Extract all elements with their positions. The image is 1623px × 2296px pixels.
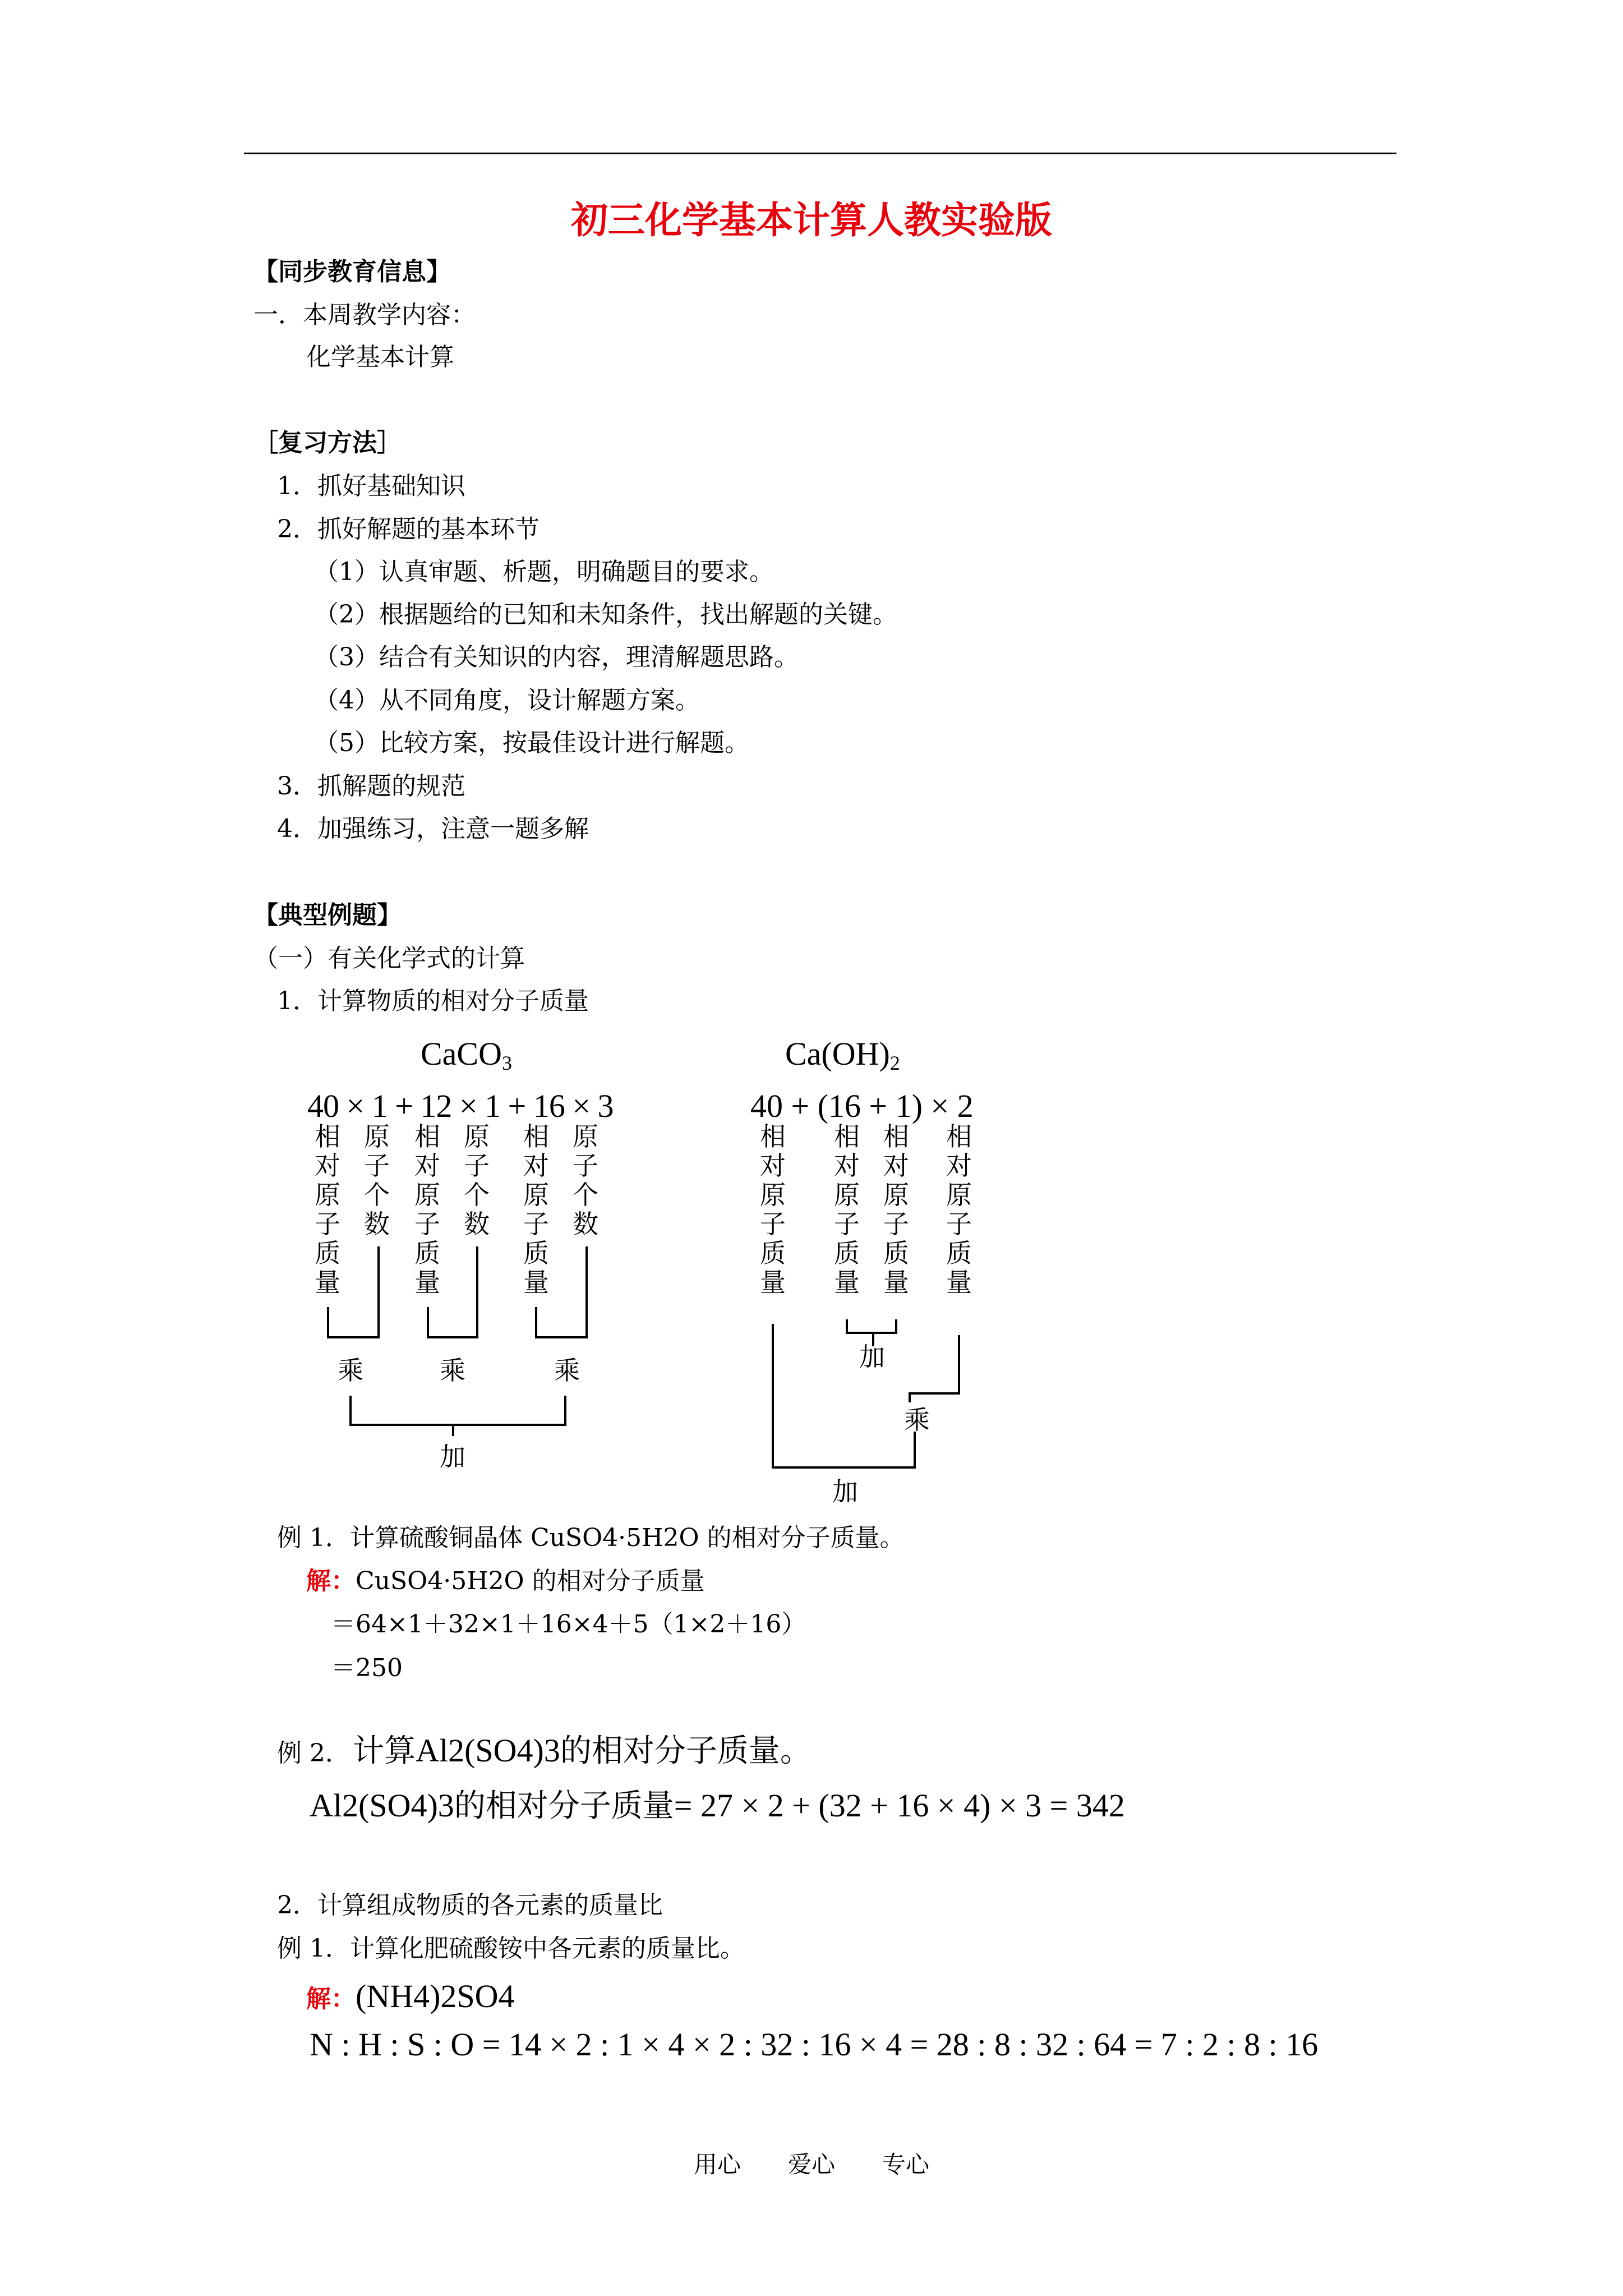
review-item: 2．抓好解题的基本环节 [277,515,540,544]
label-multiply: 乘 [440,1355,465,1386]
label-relative-atomic-mass: 相对原子质量 [834,1121,860,1297]
review-item: 3．抓解题的规范 [277,772,465,800]
section-info-heading: 【同步教育信息】 [253,257,451,286]
example-1-step: ＝64×1＋32×1＋16×4＋5（1×2＋16） [331,1610,806,1639]
review-heading: ［复习方法］ [253,429,402,457]
expr-caco3: 40 × 1 + 12 × 1 + 16 × 3 [307,1088,614,1124]
label-relative-atomic-mass: 相对原子质量 [760,1121,786,1297]
examples-subsection: （一）有关化学式的计算 [253,944,525,973]
label-atom-count: 原子个数 [364,1121,390,1239]
review-item: 4．加强练习，注意一题多解 [277,815,589,843]
review-item: （4）从不同角度，设计解题方案。 [314,686,700,715]
label-multiply: 乘 [338,1355,363,1386]
review-item: （3）结合有关知识的内容，理清解题思路。 [314,643,799,671]
label-relative-atomic-mass: 相对原子质量 [946,1121,972,1297]
example-3-ratio: N : H : S : O = 14 × 2 : 1 × 4 × 2 : 32 : 16 × 4 = 28 : 8 : 32 : 64 = 7 : 2 : 8 : 16 [310,2026,1318,2063]
example-1-question: 例 1．计算硫酸铜晶体 CuSO4·5H2O 的相对分子质量。 [277,1524,905,1552]
example-2-question: 例 2． 计算Al2(SO4)3的相对分子质量。 [277,1732,811,1769]
expr-caoh2: 40 + (16 + 1) × 2 [750,1088,974,1124]
example-3-question: 例 1．计算化肥硫酸铵中各元素的质量比。 [277,1934,745,1963]
examples-point-1: 1．计算物质的相对分子质量 [277,987,589,1015]
label-atom-count: 原子个数 [464,1121,490,1239]
example-3-solution: 解：(NH4)2SO4 [306,1978,515,2014]
week-content: 化学基本计算 [306,343,454,371]
label-add-outer: 加 [832,1476,858,1507]
label-add-inner: 加 [859,1342,885,1372]
review-item: （2）根据题给的已知和未知条件，找出解题的关键。 [314,600,897,629]
review-item: 1．抓好基础知识 [277,472,465,500]
label-multiply: 乘 [554,1355,580,1386]
label-relative-atomic-mass: 相对原子质量 [523,1121,549,1297]
label-atom-count: 原子个数 [573,1121,598,1239]
examples-heading: 【典型例题】 [253,901,402,930]
page-title: 初三化学基本计算人教实验版 [571,199,1052,242]
examples-point-2: 2．计算组成物质的各元素的质量比 [277,1891,663,1920]
week-heading: 一．本周教学内容： [253,301,476,329]
label-relative-atomic-mass: 相对原子质量 [883,1121,909,1297]
label-relative-atomic-mass: 相对原子质量 [315,1121,340,1297]
label-relative-atomic-mass: 相对原子质量 [414,1121,440,1297]
label-multiply: 乘 [904,1405,930,1435]
review-item: （5）比较方案，按最佳设计进行解题。 [314,729,749,757]
example-1-solution: 解：CuSO4·5H2O 的相对分子质量 [306,1567,705,1595]
example-1-result: ＝250 [331,1654,403,1682]
review-item: （1）认真审题、析题，明确题目的要求。 [314,558,774,586]
formula-caoh2: $Ca(OH)_2$ [785,1036,900,1074]
page-footer: 用心 爱心 专心 [693,2151,929,2178]
label-add: 加 [440,1442,465,1472]
example-2-answer: Al2(SO4)3的相对分子质量= 27 × 2 + (32 + 16 × 4) × 3 = 342 [310,1787,1125,1824]
formula-caco3: CaCO$_3$ [421,1036,512,1074]
